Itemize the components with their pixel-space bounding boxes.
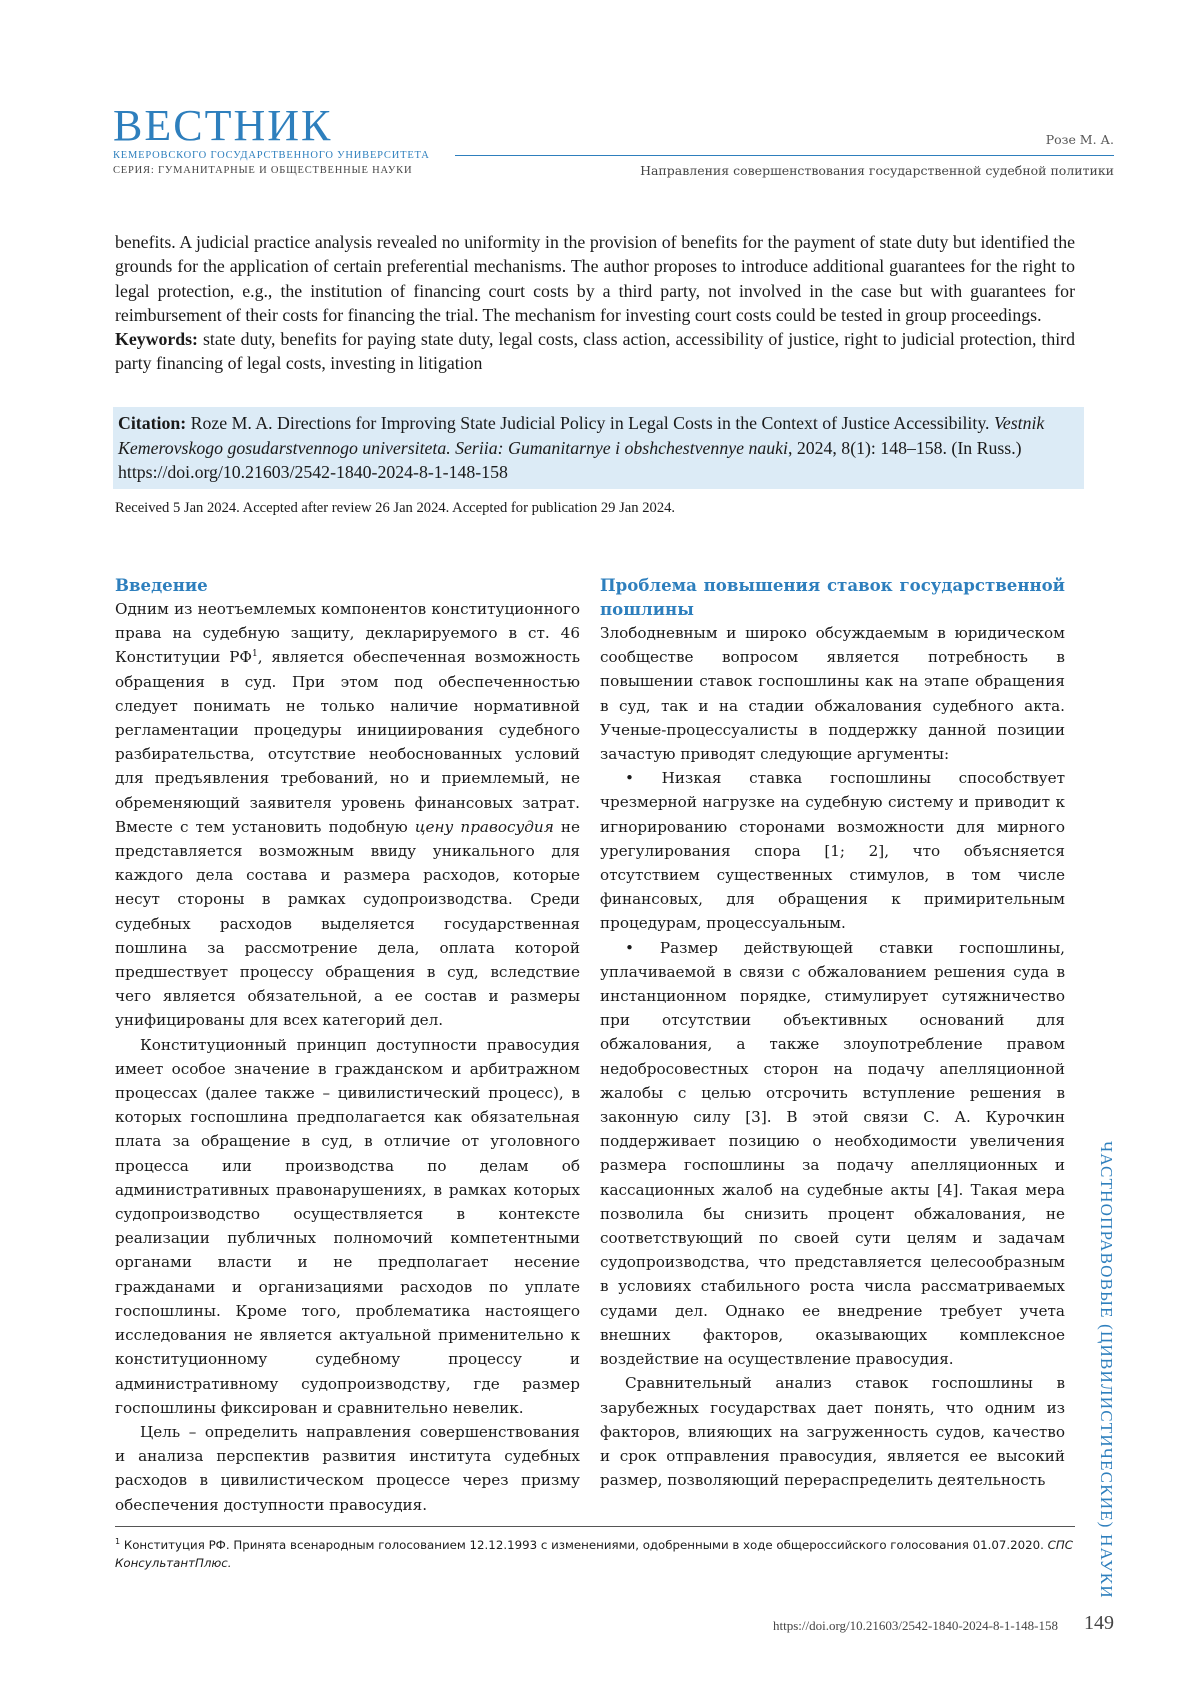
citation-journal: Vestnik Kemerovskogo gosudarstvennogo universiteta. Seriia: Gumanitarnye i obshchestvennye nauki bbox=[118, 413, 1045, 458]
paragraph: Конституционный принцип доступности правосудия имеет особое значение в гражданском и арбитражном процессах (далее также – цивилистический процесс), в которых госпошлина предполагается как обязательная плата за обращение в суд, в отличие от уголовного процесса или производства по делам об административных правонарушениях, в рамках которых судопроизводство осуществляется в контексте реализации публичных полномочий компетентными органами власти и не предполагает несение гражданами и организациями расходов по уплате госпошлины. Кроме того, проблематика настоящего исследования не является актуальной применительно к конституционному судебному процессу и административному судопроизводству, где размер госпошлины фиксирован и сравнительно невелик. bbox=[115, 1035, 580, 1417]
paragraph: Одним из неотъемлемых компонентов конституционного права на судебную защиту, декларируемого в ст. 46 Конституции $РФ^1$, является обеспеченная возможность обращения в суд. При этом под обеспеченностью следует понимать не только наличие нормативной регламентации процедуры инициирования судебного разбирательства, отсутствие необоснованных условий для предъявления требований, но и приемлемый, не обременяющий заявителя уровень финансовых затрат. Вместе с тем установить подобную цену правосудия не представляется возможным ввиду уникального для каждого дела состава и размера расходов, которые несут стороны в рамках судопроизводства. Среди судебных расходов выделяется государственная пошлина за рассмотрение дела, оплата которой предшествует процессу обращения в суд, вследствие чего является обязательной, а ее состав и размеры унифицированы для всех категорий дел. bbox=[115, 600, 581, 1030]
abstract-block bbox=[115, 230, 1075, 376]
keywords-label: Keywords: bbox=[115, 329, 198, 350]
received-dates: Received 5 Jan 2024. Accepted after review 26 Jan 2024. Accepted for publication 29 Jan 2024. bbox=[115, 500, 676, 516]
footnote-source: СПС КонсультантПлюс. bbox=[115, 1538, 1073, 1570]
abstract-text: benefits. A judicial practice analysis revealed no uniformity in the provision of benefits for the payment of state duty but identified the grounds for the application of certain preferential mechanisms. The author proposes to introduce additional guarantees for the right to legal protection, e.g., the institution of financing court costs by a third party, not involved in the case but with guarantees for reimbursement of their costs for financing the trial. The mechanism for investing court costs could be tested in group proceedings. bbox=[115, 232, 1075, 325]
side-rubric-text: ЧАСТНОПРАВОВЫЕ (ЦИВИЛИСТИЧЕСКИЕ) НАУКИ bbox=[1097, 1141, 1116, 1599]
citation-box bbox=[113, 407, 1084, 489]
section-heading-state-duty: Проблема повышения ставок государственной пошлины bbox=[600, 575, 1065, 619]
footnote-text: Конституция РФ. Принята всенародным голосованием 12.12.1993 с изменениями, одобренными в ходе общероссийского голосования 01.07.2020. bbox=[120, 1538, 1048, 1552]
page-number: 149 bbox=[1084, 1612, 1114, 1634]
journal-logo-title: ВЕСТНИК bbox=[113, 101, 333, 150]
running-title: Направления совершенствования государственной судебной политики bbox=[640, 163, 1114, 178]
footnote bbox=[115, 1536, 1075, 1572]
footnote-ref[interactable]: 1 bbox=[252, 649, 258, 660]
bullet-item: • Размер действующей ставки госпошлины, уплачиваемой в связи с обжалованием решения суда в инстанционном порядке, стимулирует сутяжничество при отсутствии объективных оснований для обжалования, а также злоупотребление правом недобросовестных сторон на подачу апелляционной жалобы с целью отсрочить вступление решения в законную силу [3]. В этой связи С. А. Курочкин поддерживает позицию о необходимости увеличения размера госпошлины за подачу апелляционных и кассационных жалоб на судебные акты [4]. Такая мера позволила бы снизить процент обжалования, не соответствующий по своей сути целям и задачам судопроизводства, что представляется целесообразным в условиях стабильного роста числа рассматриваемых судами дел. Однако ее внедрение требует учета внешних факторов, оказывающих комплексное воздействие на осуществление правосудия. bbox=[600, 938, 1065, 1369]
footnote-divider bbox=[115, 1526, 1075, 1527]
paragraph: Цель – определить направления совершенствования и анализа перспектив развития института судебных расходов в цивилистическом процессе через призму обеспечения доступности правосудия. bbox=[115, 1422, 580, 1514]
paragraph: Злободневным и широко обсуждаемым в юридическом сообществе вопросом является потребность в повышении ставок госпошлины как на этапе обращения в суд, так и на стадии обжалования судебного акта. Ученые-процессуалисты в поддержку данной позиции зачастую приводят следующие аргументы: bbox=[600, 624, 1065, 764]
side-rubric bbox=[1086, 1141, 1126, 1599]
right-column bbox=[600, 573, 1065, 1492]
footer-doi-link[interactable]: https://doi.org/10.21603/2542-1840-2024-8-1-148-158 bbox=[772, 1618, 1058, 1633]
bullet-item: • Низкая ставка госпошлины способствует чрезмерной нагрузке на судебную систему и приводит к игнорированию сторонами возможности для мирного урегулирования спора [1; 2], что объясняется отсутствием существенных стимулов, в том числе финансовых, для обращения к примирительным процедурам, процессуальным. bbox=[600, 769, 1065, 933]
journal-series: СЕРИЯ: ГУМАНИТАРНЫЕ И ОБЩЕСТВЕННЫЕ НАУКИ bbox=[113, 165, 413, 176]
footnote-number: 1 bbox=[115, 1537, 121, 1547]
keywords-text: state duty, benefits for paying state duty, legal costs, class action, accessibility of justice, right to judicial protection, third party financing of legal costs, investing in litigation bbox=[115, 329, 1075, 374]
journal-logo-subtitle: КЕМЕРОВСКОГО ГОСУДАРСТВЕННОГО УНИВЕРСИТЕТА bbox=[113, 150, 430, 161]
section-heading-introduction: Введение bbox=[115, 575, 208, 595]
left-column bbox=[115, 573, 580, 1517]
citation-label: Citation: bbox=[118, 413, 187, 433]
running-author: Розе М. А. bbox=[1045, 132, 1114, 147]
paragraph: Сравнительный анализ ставок госпошлины в зарубежных государствах дает понять, что одним из факторов, влияющих на загруженность судов, качество и срок отправления правосудия, является ее высокий размер, позволяющий перераспределить деятельность bbox=[600, 1374, 1065, 1490]
citation-text: Roze M. A. Directions for Improving State Judicial Policy in Legal Costs in the Context of Justice Accessibility. bbox=[190, 413, 990, 433]
citation-doi-text[interactable]: , 2024, 8(1): 148–158. (In Russ.) https://doi.org/10.21603/2542-1840-2024-8-1-148-158 bbox=[118, 437, 1022, 482]
header-divider bbox=[455, 155, 1114, 156]
